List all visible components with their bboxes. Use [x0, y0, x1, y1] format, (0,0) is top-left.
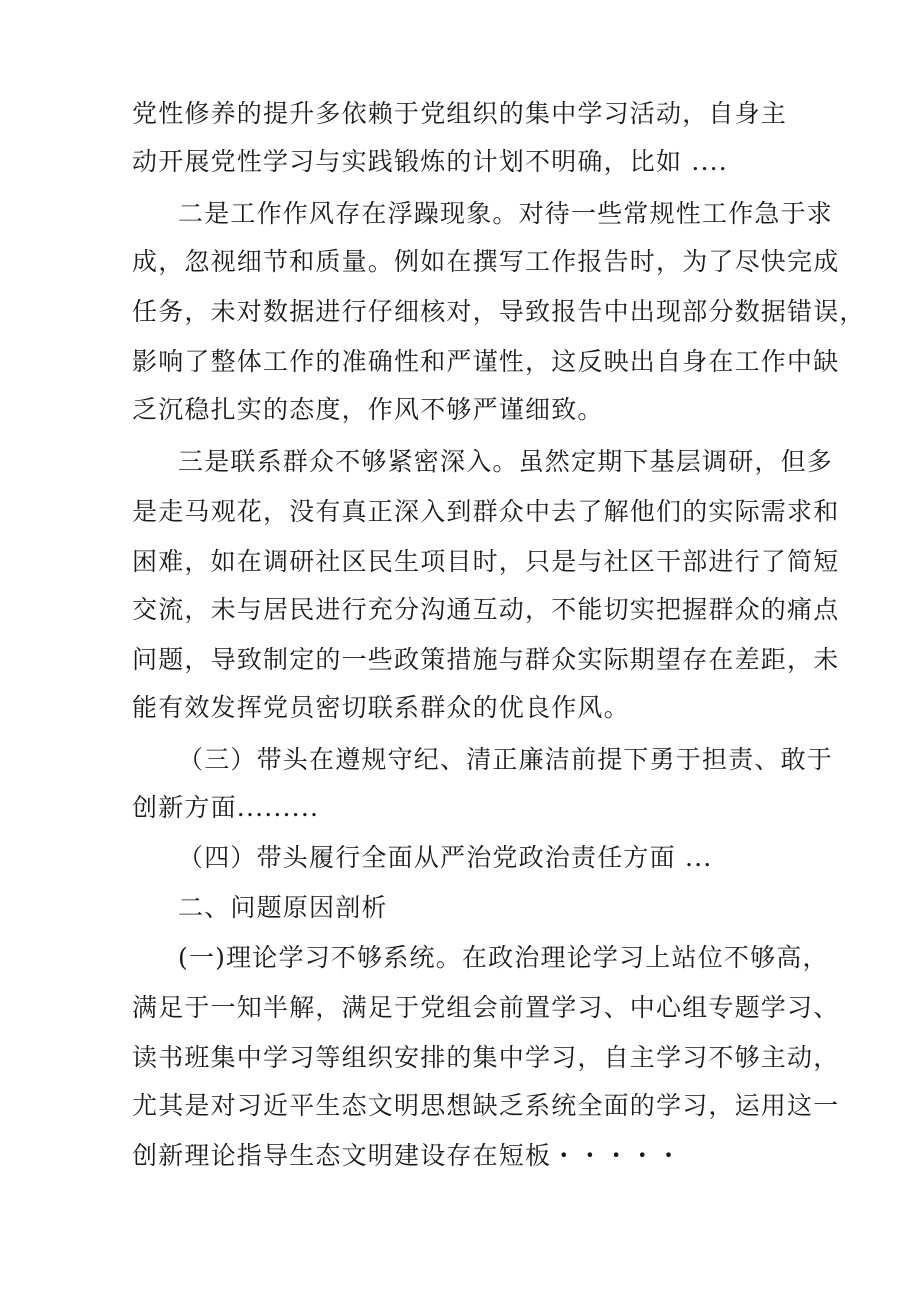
paragraph-line: 困难，如在调研社区民生项目时，只是与社区干部进行了简短 [132, 547, 840, 576]
section-heading-line: 创新方面......... [132, 793, 320, 822]
paragraph-line: 尤其是对习近平生态文明思想缺乏系统全面的学习，运用这一 [132, 1091, 840, 1120]
paragraph-line: 创新理论指导生态文明建设存在短板・・・・・ [132, 1141, 683, 1170]
paragraph-line: 能有效发挥党员密切联系群众的优良作风。 [132, 693, 630, 722]
paragraph-line: 是走马观花，没有真正深入到群众中去了解他们的实际需求和 [132, 497, 840, 526]
section-heading-line: （四）带头履行全面从严治党政治责任方面 ... [178, 843, 713, 872]
paragraph-line: 问题，导致制定的一些政策措施与群众实际期望存在差距，未 [132, 645, 840, 674]
paragraph-line: (一)理论学习不够系统。在政治理论学习上站位不够高， [178, 943, 829, 972]
paragraph-line: 党性修养的提升多依赖于党组织的集中学习活动，自身主 [132, 99, 788, 128]
paragraph-line: 乏沉稳扎实的态度，作风不够严谨细致。 [132, 395, 604, 424]
paragraph-line: 三是联系群众不够紧密深入。虽然定期下基层调研，但多 [178, 447, 834, 476]
paragraph-line: 交流，未与居民进行充分沟通互动，不能切实把握群众的痛点 [132, 595, 840, 624]
paragraph-line: 成，忽视细节和质量。例如在撰写工作报告时，为了尽快完成 [132, 247, 840, 276]
paragraph-line: 读书班集中学习等组织安排的集中学习，自主学习不够主动， [132, 1043, 840, 1072]
section-heading-line: （三）带头在遵规守纪、清正廉洁前提下勇于担责、敢于 [178, 745, 834, 774]
paragraph-line: 二是工作作风存在浮躁现象。对待一些常规性工作急于求 [178, 199, 834, 228]
paragraph-line: 动开展党性学习与实践锻炼的计划不明确，比如 .... [132, 147, 728, 176]
paragraph-line: 影响了整体工作的准确性和严谨性，这反映出自身在工作中缺 [132, 347, 840, 376]
paragraph-line: 满足于一知半解，满足于党组会前置学习、中心组专题学习、 [132, 993, 840, 1022]
chapter-heading: 二、问题原因剖析 [178, 893, 388, 922]
paragraph-line: 任务，未对数据进行仔细核对，导致报告中出现部分数据错误， [132, 297, 866, 326]
